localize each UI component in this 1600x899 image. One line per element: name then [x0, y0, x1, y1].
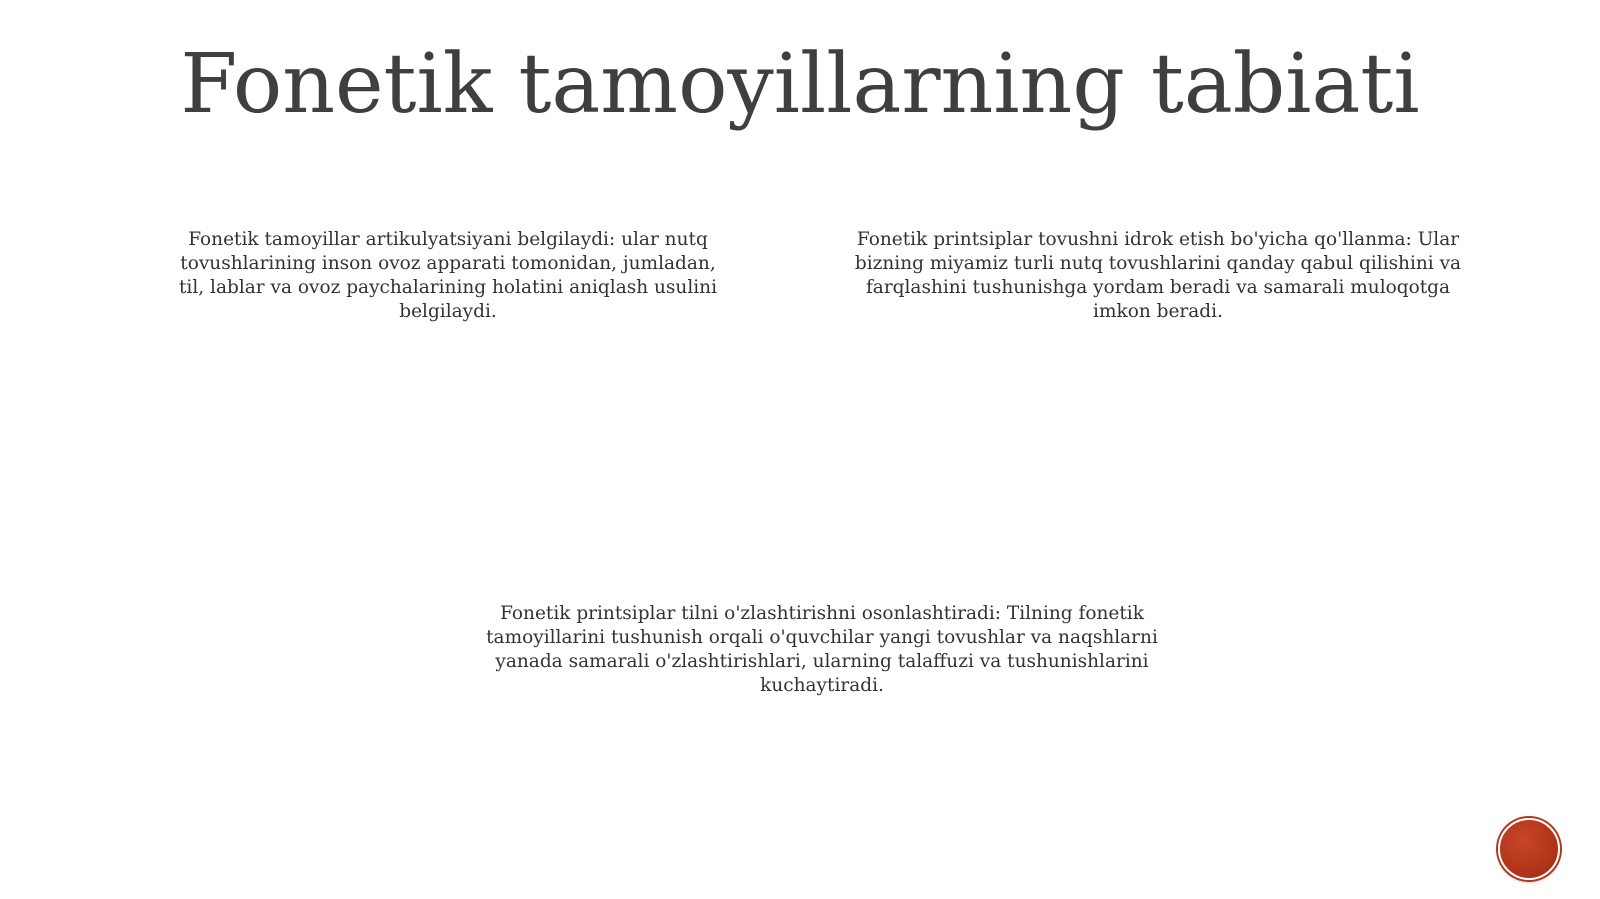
next-slide-icon [1500, 820, 1558, 878]
paragraph-articulation: Fonetik tamoyillar artikulyatsiyani belgilaydi: ular nutq tovushlarining inson ovoz apparati tomonidan, jumladan, til, lablar va ovoz paychalarining holatini aniqlash usulini belgilaydi. [179, 229, 717, 322]
paragraph-language-acquisition: Fonetik printsiplar tilni o'zlashtirishni osonlashtiradi: Tilning fonetik tamoyillarini tushunish orqali o'quvchilar yangi tovushlar va naqshlarni yanada samarali o'zlashtirishlari, ularning talaffuzi va tushunishlarini kuchaytiradi. [486, 603, 1158, 696]
paragraph-sound-perception: Fonetik printsiplar tovushni idrok etish bo'yicha qo'llanma: Ular bizning miyamiz turli nutq tovushlarini qanday qabul qilishini va farqlashini tushunishga yordam beradi va samarali muloqotga imkon beradi. [854, 229, 1462, 322]
next-slide-button[interactable] [1498, 818, 1560, 880]
slide-title: Fonetik tamoyillarning tabiati [180, 37, 1420, 132]
